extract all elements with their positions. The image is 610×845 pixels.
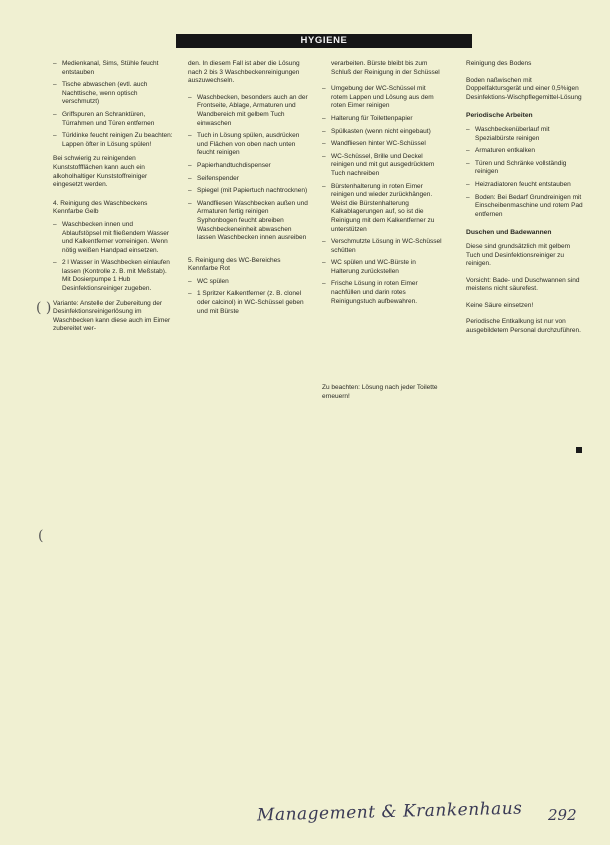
- column-3: [322, 60, 442, 409]
- list-1a: [53, 60, 173, 149]
- paragraph: Periodische Entkalkung ist nur von ausgebildetem Personal durchzuführen.: [466, 318, 581, 335]
- list-item: – Spiegel (mit Papiertuch nachtrocknen): [188, 187, 308, 196]
- list-item: – Türen und Schränke vollständig reinigen: [466, 160, 584, 177]
- note: Zu beachten: Lösung nach jeder Toilette erneuern!: [322, 384, 438, 400]
- list-2a: [188, 94, 308, 243]
- column-2: [188, 60, 308, 322]
- list-item: – Bürstenhalterung in roten Eimer reinigen und wieder zurückhängen. Weist die Bürstenhalterung Kalkablagerungen auf, so ist die Reinigung mit dem Kalkentferner zu unterstützen: [322, 183, 442, 235]
- paragraph: Vorsicht: Bade- und Duschwannen sind meistens nicht säurefest.: [466, 276, 580, 293]
- punch-hole-mark-icon: (: [38, 528, 44, 544]
- end-mark-icon: [576, 447, 582, 453]
- list-item: – 1 Spritzer Kalkentferner (z. B. clonel oder calcinol) in WC-Schüssel geben und mit Bürste: [188, 290, 308, 316]
- paragraph: Diese sind grundsätzlich mit gelbem Tuch und Desinfektionsreiniger zu reinigen.: [466, 242, 571, 268]
- paragraph: den. In diesem Fall ist aber die Lösung nach 2 bis 3 Waschbeckenreinigungen auszuwechseln.: [188, 60, 300, 85]
- handwritten-page-number: 292: [548, 806, 577, 824]
- list-item: – WC-Schüssel, Brille und Deckel reinigen und mit gut ausgedrücktem Tuch nachreiben: [322, 153, 442, 179]
- list-item: – Boden: Bei Bedarf Grundreinigen mit Einscheibenmaschine und rotem Pad entfernen: [466, 194, 584, 220]
- list-item: – Tuch in Lösung spülen, ausdrücken und Flächen von oben nach unten feucht reinigen: [188, 132, 308, 158]
- list-item: – Waschbeckenüberlauf mit Spezialbürste reinigen: [466, 126, 584, 143]
- section-header: HYGIENE: [176, 34, 472, 48]
- list-item: – Verschmutzte Lösung in WC-Schüssel schütten: [322, 238, 442, 255]
- list-item: – Wandfliesen hinter WC-Schüssel: [322, 140, 442, 149]
- list-item: – Heizradiatoren feucht entstauben: [466, 181, 584, 190]
- list-item: – Türklinke feucht reinigen Zu beachten: Lappen öfter in Lösung spülen!: [53, 132, 173, 149]
- paragraph: Bei schwierig zu reinigenden Kunststoffflächen kann auch ein alkoholhaltiger Kunststoffreiniger eingesetzt werden.: [53, 155, 148, 189]
- list-item: – Tische abwaschen (evtl. auch Nachttische, wenn optisch verschmutzt): [53, 81, 173, 107]
- list-item: – Halterung für Toilettenpapier: [322, 115, 442, 124]
- section-heading: Reinigung des Bodens: [466, 60, 532, 67]
- list-item: – Waschbecken, besonders auch an der Frontseite, Ablage, Armaturen und Wandbereich mit gelbem Tuch einwaschen: [188, 94, 308, 128]
- handwritten-annotation: Management & Krankenhaus: [256, 798, 523, 826]
- list-item: – Papierhandtuchdispenser: [188, 162, 308, 171]
- section-heading: Duschen und Badewannen: [466, 229, 552, 237]
- list-2b: [188, 278, 308, 316]
- list-item: – Frische Lösung in roten Eimer nachfüllen und darin rotes Reinigungstuch aufbewahren.: [322, 280, 442, 306]
- list-item: – Waschbecken innen und Ablaufstöpsel mit fließendem Wasser und Kalkentferner vorreinigen. Wenn nötig weißen Handpad einsetzen.: [53, 221, 173, 255]
- list-item: – Umgebung der WC-Schüssel mit rotem Lappen und Lösung aus dem roten Eimer reinigen: [322, 85, 442, 111]
- section-heading: Periodische Arbeiten: [466, 112, 533, 120]
- list-item: – Armaturen entkalken: [466, 147, 584, 156]
- list-item: – Griffspuren an Schranktüren, Türrahmen und Türen entfernen: [53, 111, 173, 128]
- paragraph: Boden naßwischen mit Doppelfaktursgerät und einer 0,5%igen Desinfektions-Wischpflegemittel-Lösung: [466, 76, 582, 101]
- list-item: – Medienkanal, Sims, Stühle feucht entstauben: [53, 60, 173, 77]
- list-4: [466, 126, 584, 219]
- paragraph: Keine Säure einsetzen!: [466, 301, 534, 309]
- section-heading: 4. Reinigung des Waschbeckens Kennfarbe Gelb: [53, 199, 148, 216]
- column-1: [53, 60, 173, 342]
- list-item: – WC spülen: [188, 278, 308, 287]
- list-item: – Wandfliesen Waschbecken außen und Armaturen fertig reinigen Syphonbogen feucht abreiben Waschbeckeneinheit abwaschen lassen Waschbecken innen ausreiben: [188, 200, 308, 243]
- list-3: [322, 85, 442, 306]
- list-1b: [53, 221, 173, 294]
- section-heading: 5. Reinigung des WC-Bereiches Kennfarbe Rot: [188, 256, 281, 273]
- list-item: – WC spülen und WC-Bürste in Halterung zurückstellen: [322, 259, 442, 276]
- list-item: – 2 l Wasser in Waschbecken einlaufen lassen (Kontrolle z. B. mit Meßstab). Mit Dosierpumpe 1 Hub Desinfektionsreiniger zugeben.: [53, 259, 173, 293]
- paragraph: verarbeiten. Bürste bleibt bis zum Schluß der Reinigung in der Schüssel: [331, 60, 440, 76]
- punch-hole-mark-icon: ( ): [36, 300, 52, 316]
- list-item: – Seifenspender: [188, 175, 308, 184]
- paragraph: Variante: Anstelle der Zubereitung der Desinfektionsreinigerlösung im Waschbecken kann diese auch im Eimer zubereitet wer-: [53, 299, 171, 333]
- list-item: – Spülkasten (wenn nicht eingebaut): [322, 128, 442, 137]
- column-4: [466, 60, 584, 344]
